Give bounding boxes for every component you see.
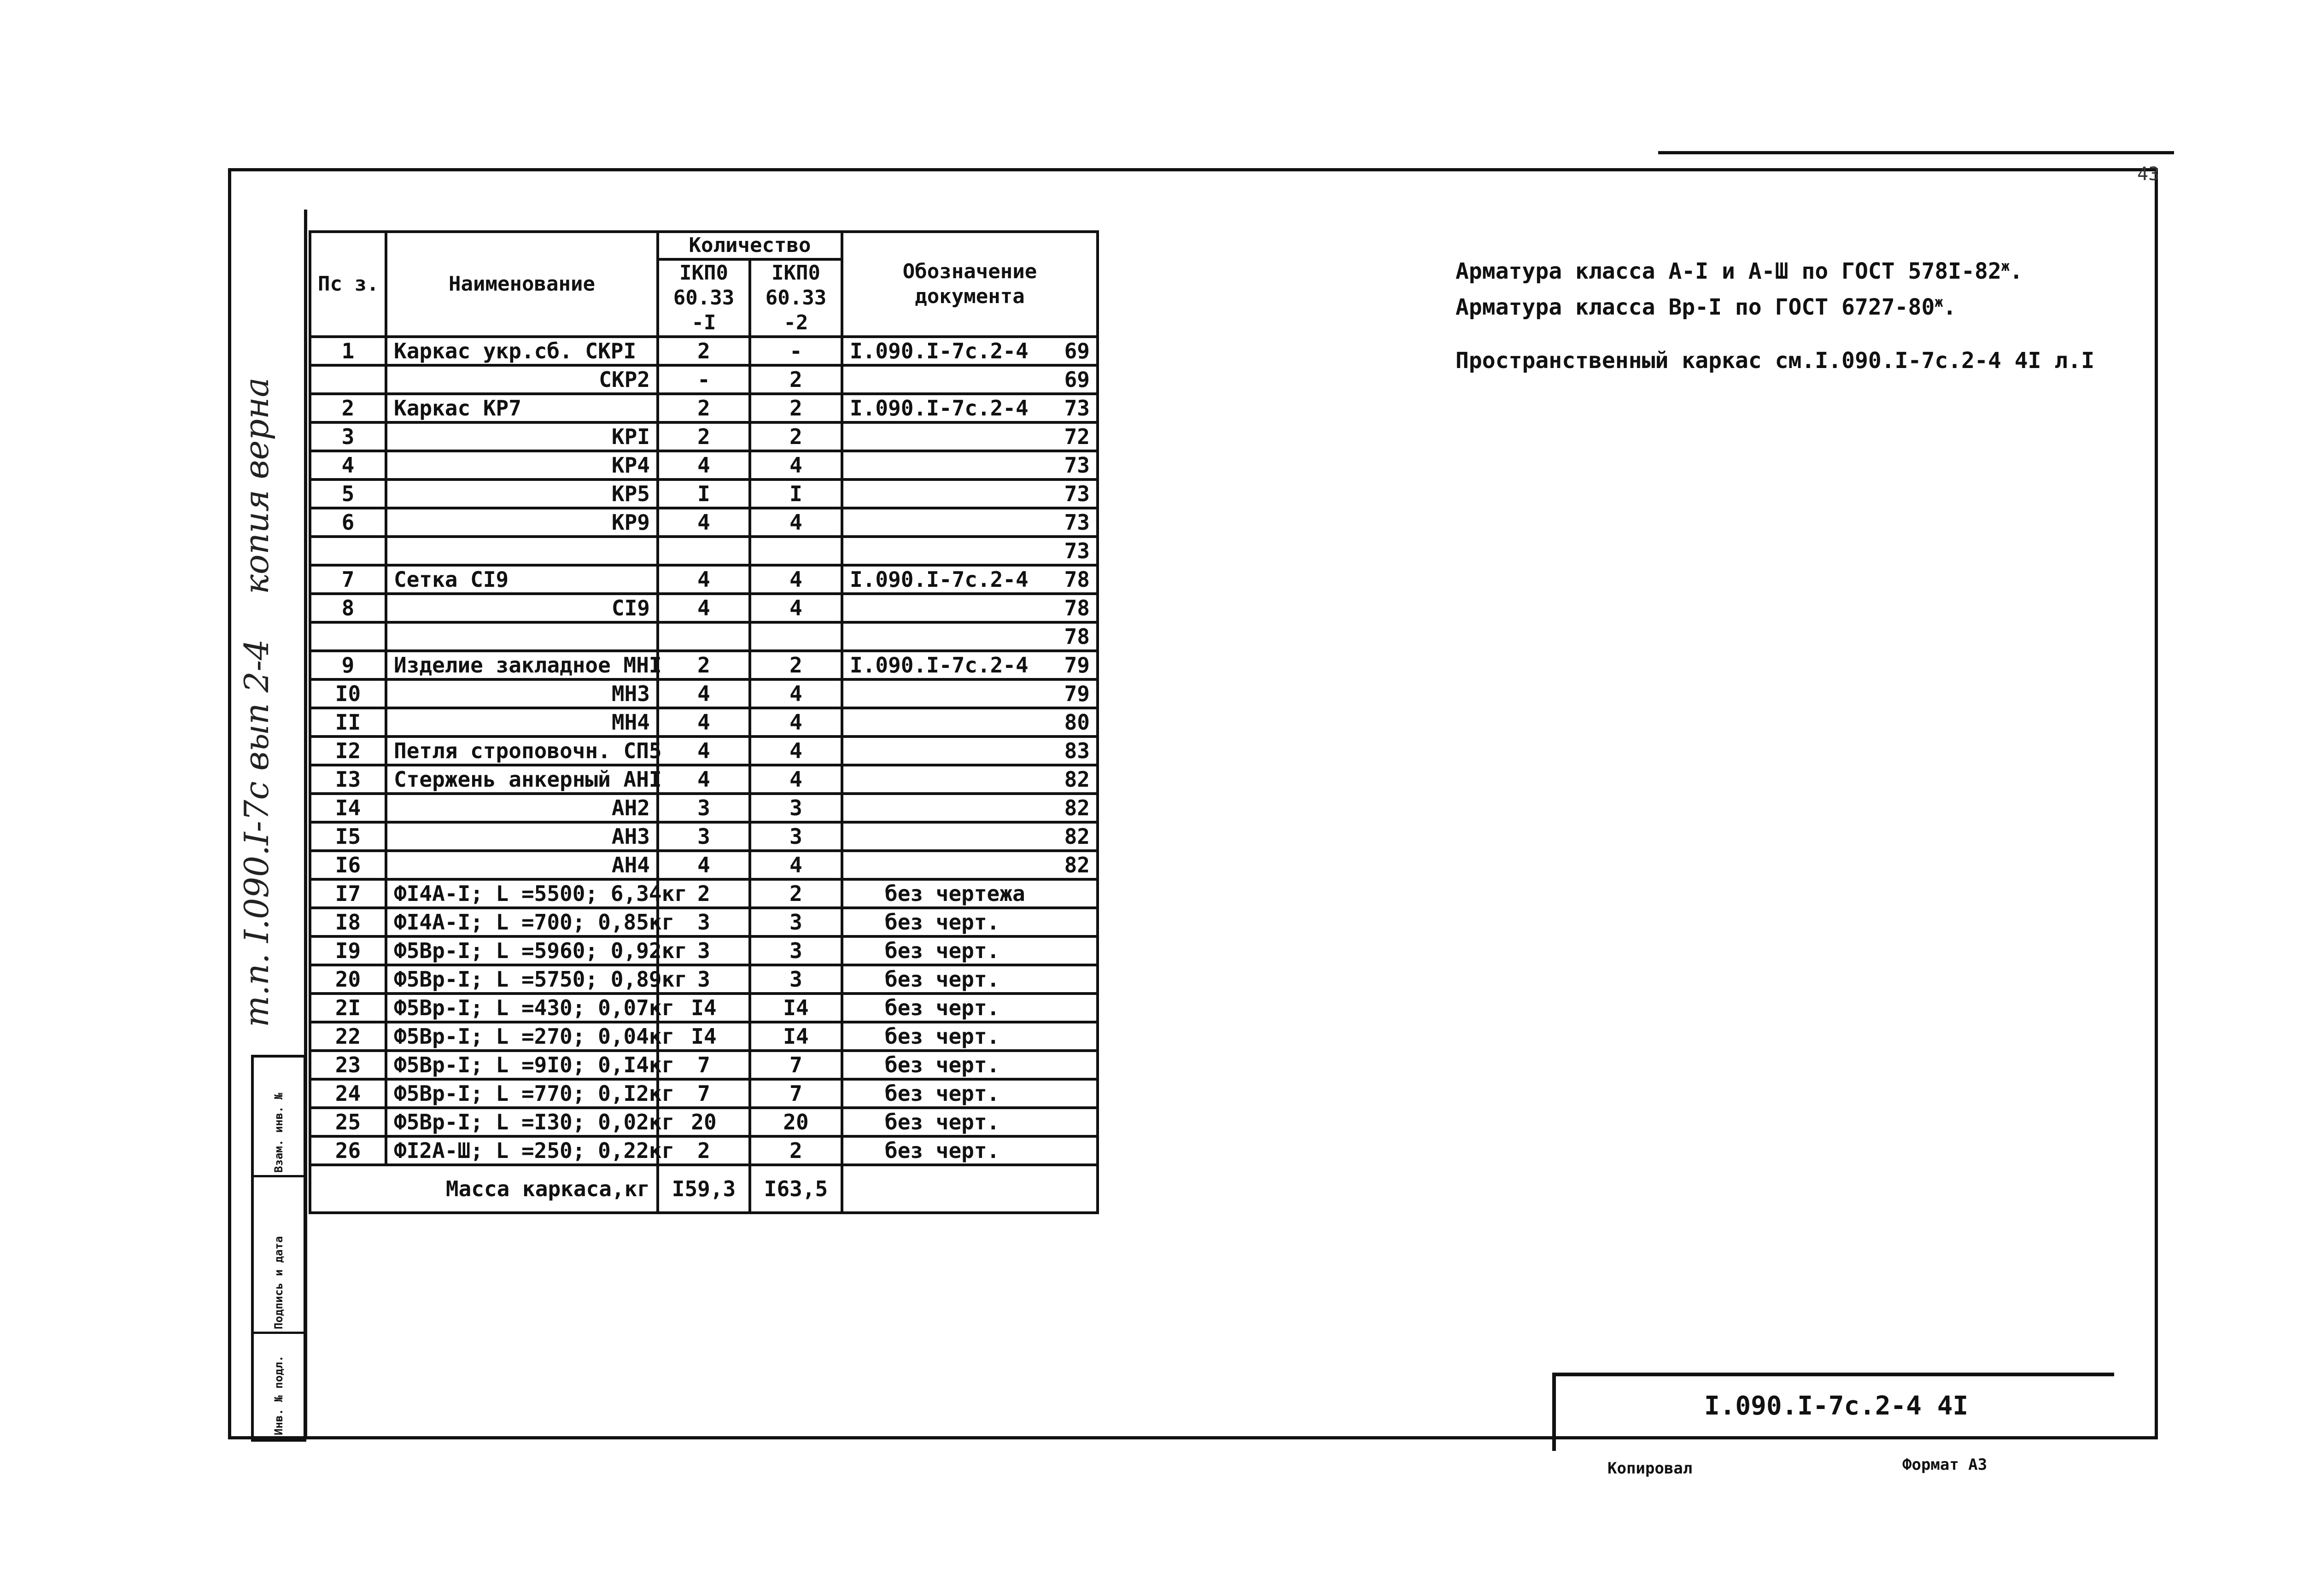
header-quantity-variant-1: ІКП0 60.33 -І [658, 259, 750, 337]
document-page: 73 [1064, 396, 1090, 421]
table-row [310, 1136, 1098, 1165]
cell-qty-1: 4 [658, 594, 750, 622]
cell-name: КР5 [386, 479, 658, 508]
cell-qty-2: 4 [750, 565, 842, 594]
copied-label: Копировал [1607, 1459, 1693, 1478]
cell-qty-2: 3 [750, 965, 842, 994]
cell-document [842, 679, 1098, 708]
mass-variant-2: І63,5 [750, 1165, 842, 1213]
cell-qty-1: 7 [658, 1079, 750, 1108]
cell-name: МН4 [386, 708, 658, 737]
cell-name: АН3 [386, 822, 658, 851]
table-row [310, 1051, 1098, 1079]
cell-name: КР4 [386, 451, 658, 479]
cell-document [842, 508, 1098, 537]
document-code-text: без черт. [885, 967, 1000, 992]
cell-pos: 26 [310, 1136, 386, 1165]
mass-document-cell [842, 1165, 1098, 1213]
note-line-2: Арматура класса Вр-І по ГОСТ $6727-80^ж$. [1455, 294, 1957, 320]
cell-pos: ІІ [310, 708, 386, 737]
cell-pos: І6 [310, 851, 386, 879]
cell-pos [310, 365, 386, 394]
cell-name: Каркас КР7 [386, 394, 658, 422]
header-quantity-variant-2: ІКП0 60.33 -2 [750, 259, 842, 337]
cell-pos: 7 [310, 565, 386, 594]
cell-name: Ф5Вр-І; L =5750; 0,89кг [386, 965, 658, 994]
document-page: 80 [1064, 710, 1090, 735]
strip-cell [254, 1334, 304, 1439]
note-line-3 [1455, 345, 2094, 376]
table-row [310, 337, 1098, 365]
cell-document [842, 737, 1098, 765]
cell-pos: 2І [310, 994, 386, 1022]
cell-qty-2: 7 [750, 1051, 842, 1079]
note-text: Арматура класса А-І и А-Ш по ГОСТ 578І-82 [1455, 258, 2001, 284]
cell-qty-2 [750, 622, 842, 651]
document-page: 69 [1064, 367, 1090, 392]
strip-label: Подпись и дата [272, 1236, 285, 1329]
cell-qty-1: 7 [658, 1051, 750, 1079]
cell-qty-2: 4 [750, 708, 842, 737]
table-row [310, 651, 1098, 679]
table-row [310, 879, 1098, 908]
cell-document [842, 365, 1098, 394]
cell-qty-1: 4 [658, 737, 750, 765]
cell-name [386, 537, 658, 565]
cell-pos: І7 [310, 879, 386, 908]
cell-pos [310, 537, 386, 565]
cell-name: СКР2 [386, 365, 658, 394]
cell-document [842, 908, 1098, 936]
cell-name: Изделие закладное МНІ [386, 651, 658, 679]
cell-document [842, 1108, 1098, 1136]
cell-qty-1: 2 [658, 337, 750, 365]
cell-qty-2: 2 [750, 422, 842, 451]
cell-qty-2: 4 [750, 508, 842, 537]
cell-document [842, 994, 1098, 1022]
cell-document [842, 451, 1098, 479]
cell-qty-2: 7 [750, 1079, 842, 1108]
table-row [310, 936, 1098, 965]
table-row [310, 994, 1098, 1022]
cell-qty-1: 3 [658, 936, 750, 965]
cell-pos: І2 [310, 737, 386, 765]
cell-qty-1: 2 [658, 1136, 750, 1165]
cell-qty-1: 4 [658, 679, 750, 708]
cell-qty-1: 4 [658, 765, 750, 794]
cell-name: Стержень анкерный АНІ [386, 765, 658, 794]
header-name: Наименование [386, 232, 658, 337]
cell-name: КРІ [386, 422, 658, 451]
strip-cell [254, 1177, 304, 1334]
cell-pos: 4 [310, 451, 386, 479]
document-code-text: без черт. [885, 1052, 1000, 1077]
document-page: 73 [1064, 481, 1090, 506]
cell-name: АН4 [386, 851, 658, 879]
cell-qty-2: 2 [750, 394, 842, 422]
strip-cell [254, 1058, 304, 1177]
cell-name: ФІ4А-І; L =5500; 6,34кг [386, 879, 658, 908]
cell-document [842, 1136, 1098, 1165]
cell-qty-2: 3 [750, 908, 842, 936]
document-code-text: без черт. [885, 1024, 1000, 1049]
mass-variant-1: І59,3 [658, 1165, 750, 1213]
cell-name: Ф5Вр-І; L =І30; 0,02кг [386, 1108, 658, 1136]
table-row [310, 594, 1098, 622]
cell-name: МН3 [386, 679, 658, 708]
cell-name [386, 622, 658, 651]
cell-document [842, 708, 1098, 737]
document-code-text: без черт. [885, 995, 1000, 1020]
cell-pos: І5 [310, 822, 386, 851]
cell-qty-2: 3 [750, 936, 842, 965]
cell-pos: 5 [310, 479, 386, 508]
cell-qty-1: 4 [658, 508, 750, 537]
document-page: 72 [1064, 424, 1090, 449]
cell-pos: І9 [310, 936, 386, 965]
cell-pos: І8 [310, 908, 386, 936]
document-code-text: без черт. [885, 938, 1000, 963]
cell-pos: 3 [310, 422, 386, 451]
cell-name: Ф5Вр-І; L =770; 0,І2кг [386, 1079, 658, 1108]
document-code-text: без черт. [885, 1081, 1000, 1106]
cell-qty-1 [658, 537, 750, 565]
document-code-text: І.090.І-7с.2-4 [850, 567, 1029, 592]
document-page: 69 [1064, 339, 1090, 363]
document-code-text: без черт. [885, 1138, 1000, 1163]
document-page: 83 [1064, 738, 1090, 763]
cell-qty-2: 2 [750, 1136, 842, 1165]
cell-qty-1: 3 [658, 908, 750, 936]
cell-qty-2: 4 [750, 765, 842, 794]
note-text: Арматура класса Вр-І по ГОСТ 6727-80 [1455, 294, 1935, 320]
table-row [310, 765, 1098, 794]
document-page: 82 [1064, 795, 1090, 820]
specification-table [309, 230, 1099, 1214]
cell-pos: 25 [310, 1108, 386, 1136]
cell-name: Ф5Вр-І; L =430; 0,07кг [386, 994, 658, 1022]
cell-pos: 6 [310, 508, 386, 537]
cell-qty-1: І4 [658, 994, 750, 1022]
cell-qty-2: 4 [750, 679, 842, 708]
cell-qty-2: 3 [750, 822, 842, 851]
cell-qty-2: 3 [750, 794, 842, 822]
cell-pos: 23 [310, 1051, 386, 1079]
cell-document [842, 594, 1098, 622]
cell-document [842, 422, 1098, 451]
cell-document [842, 1022, 1098, 1051]
handwritten-copy-note: копия верна [237, 377, 276, 594]
cell-qty-1: 2 [658, 422, 750, 451]
cell-document [842, 537, 1098, 565]
cell-document [842, 565, 1098, 594]
cell-name: ФІ2А-Ш; L =250; 0,22кг [386, 1136, 658, 1165]
cell-qty-1: 3 [658, 965, 750, 994]
cell-document [842, 965, 1098, 994]
table-row [310, 537, 1098, 565]
cell-qty-2: 20 [750, 1108, 842, 1136]
cell-qty-1: І4 [658, 1022, 750, 1051]
cell-pos: 8 [310, 594, 386, 622]
table-body [310, 337, 1098, 1165]
table-row [310, 708, 1098, 737]
mass-row [310, 1165, 1098, 1213]
cell-document [842, 394, 1098, 422]
note-superscript: ж [2001, 258, 2010, 275]
cell-document [842, 651, 1098, 679]
cell-name: Каркас укр.сб. СКРІ [386, 337, 658, 365]
cell-qty-1: 2 [658, 394, 750, 422]
cell-name: Ф5Вр-І; L =5960; 0,92кг [386, 936, 658, 965]
document-code-text: без черт. [885, 1110, 1000, 1134]
cell-pos: 24 [310, 1079, 386, 1108]
cell-name: Ф5Вр-І; L =9І0; 0,І4кг [386, 1051, 658, 1079]
cell-pos: 2 [310, 394, 386, 422]
cell-document [842, 1051, 1098, 1079]
table-row [310, 794, 1098, 822]
cell-qty-1: 2 [658, 651, 750, 679]
document-page: 79 [1064, 653, 1090, 678]
document-page: 73 [1064, 510, 1090, 535]
table-row [310, 822, 1098, 851]
table-row [310, 1108, 1098, 1136]
cell-pos: 1 [310, 337, 386, 365]
handwritten-series-note: т.п. І.090.І-7с вып 2-4 [237, 639, 276, 1027]
cell-document [842, 794, 1098, 822]
document-code-text: без черт. [885, 910, 1000, 935]
cell-document [842, 822, 1098, 851]
cell-qty-1: 4 [658, 851, 750, 879]
cell-qty-1: - [658, 365, 750, 394]
cell-qty-1: 3 [658, 822, 750, 851]
table-row [310, 394, 1098, 422]
document-page: 82 [1064, 767, 1090, 792]
table-row [310, 422, 1098, 451]
document-code: І.090.І-7с.2-4 4І [1704, 1391, 1969, 1421]
cell-name: Ф5Вр-І; L =270; 0,04кг [386, 1022, 658, 1051]
mass-label: Масса каркаса,кг [310, 1165, 658, 1213]
document-page: 78 [1064, 624, 1090, 649]
cell-qty-1: І [658, 479, 750, 508]
cell-qty-2: І4 [750, 994, 842, 1022]
document-page: 78 [1064, 596, 1090, 620]
cell-document [842, 479, 1098, 508]
cell-qty-2: І [750, 479, 842, 508]
document-code-text: І.090.І-7с.2-4 [850, 396, 1029, 421]
document-page: 73 [1064, 453, 1090, 478]
header-pos: Пс з. [310, 232, 386, 337]
cell-pos: 9 [310, 651, 386, 679]
cell-name: Петля строповочн. СП5 [386, 737, 658, 765]
cell-qty-2: 4 [750, 851, 842, 879]
cell-qty-1: 4 [658, 451, 750, 479]
document-page: 78 [1064, 567, 1090, 592]
table-row [310, 508, 1098, 537]
sheet-number: 43 [2137, 164, 2160, 185]
document-page: 82 [1064, 853, 1090, 877]
cell-document [842, 622, 1098, 651]
notes-block [1455, 251, 2094, 376]
cell-pos: І4 [310, 794, 386, 822]
note-text: Пространственный каркас см.І.090.І-7с.2-4 4І л.І [1455, 348, 2095, 374]
cell-qty-2: 4 [750, 737, 842, 765]
header-quantity: Количество [658, 232, 842, 259]
table-row [310, 451, 1098, 479]
cell-qty-2: 4 [750, 451, 842, 479]
note-superscript: ж [1935, 294, 1943, 310]
table-row [310, 365, 1098, 394]
cell-document [842, 879, 1098, 908]
cell-qty-2: І4 [750, 1022, 842, 1051]
cell-name: ФІ4А-І; L =700; 0,85кг [386, 908, 658, 936]
cell-qty-2: 4 [750, 594, 842, 622]
cell-qty-1: 4 [658, 565, 750, 594]
cell-qty-2: 2 [750, 651, 842, 679]
cell-pos: І3 [310, 765, 386, 794]
cell-name: АН2 [386, 794, 658, 822]
table-row [310, 622, 1098, 651]
table-row [310, 965, 1098, 994]
table-row [310, 1079, 1098, 1108]
cell-document [842, 936, 1098, 965]
cell-name: СІ9 [386, 594, 658, 622]
document-code-text: І.090.І-7с.2-4 [850, 339, 1029, 363]
document-page: 73 [1064, 538, 1090, 563]
table-row [310, 908, 1098, 936]
cell-qty-2: - [750, 337, 842, 365]
binding-strip [251, 1055, 306, 1442]
frame-top-line [1658, 151, 2174, 154]
document-code-text: без чертежа [885, 881, 1025, 906]
strip-label: Инв. № подл. [272, 1355, 285, 1435]
cell-pos: 20 [310, 965, 386, 994]
cell-qty-2: 2 [750, 879, 842, 908]
cell-qty-1: 3 [658, 794, 750, 822]
cell-document [842, 337, 1098, 365]
cell-qty-1: 2 [658, 879, 750, 908]
cell-qty-2: 2 [750, 365, 842, 394]
cell-document [842, 765, 1098, 794]
cell-qty-1: 20 [658, 1108, 750, 1136]
cell-qty-1: 4 [658, 708, 750, 737]
table-row [310, 565, 1098, 594]
cell-document [842, 1079, 1098, 1108]
document-page: 79 [1064, 681, 1090, 706]
table-row [310, 737, 1098, 765]
table-row [310, 1022, 1098, 1051]
document-page: 82 [1064, 824, 1090, 849]
header-document: Обозначение документа [842, 232, 1098, 337]
cell-pos: 22 [310, 1022, 386, 1051]
cell-document [842, 851, 1098, 879]
cell-name: КР9 [386, 508, 658, 537]
strip-label: Взам. инв. № [272, 1093, 285, 1173]
cell-pos: І0 [310, 679, 386, 708]
table-header-row [310, 232, 1098, 259]
cell-qty-1 [658, 622, 750, 651]
cell-qty-2 [750, 537, 842, 565]
table-row [310, 679, 1098, 708]
cell-name: Сетка СІ9 [386, 565, 658, 594]
cell-pos [310, 622, 386, 651]
table-row [310, 479, 1098, 508]
format-label: Формат А3 [1902, 1456, 1987, 1474]
document-code-text: І.090.І-7с.2-4 [850, 653, 1029, 678]
table-row [310, 851, 1098, 879]
note-line-1: Арматура класса А-І и А-Ш по ГОСТ $578І-82^ж$. [1455, 258, 2023, 284]
